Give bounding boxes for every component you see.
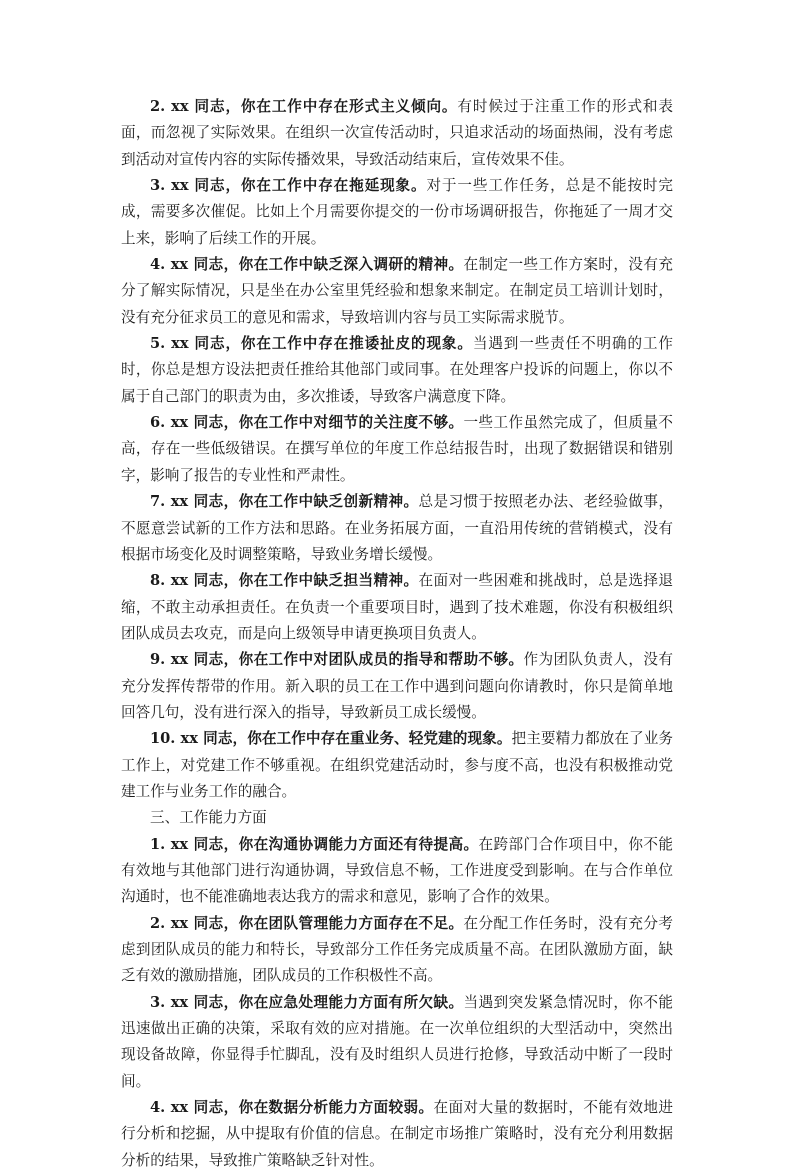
paragraph-lead: 8. xx 同志，你在工作中缺乏担当精神。: [150, 572, 419, 590]
paragraph: [121, 489, 673, 568]
paragraph-lead: 2. xx 同志，你在团队管理能力方面存在不足。: [150, 914, 464, 932]
paragraph-lead: 4. xx 同志，你在工作中缺乏深入调研的精神。: [150, 256, 464, 274]
paragraph-body: 在制定一些工作方案时，没有充分了解实际情况，只是坐在办公室里凭经验和想象来制定。在制定员工培训计划时，没有充分征求员工的意见和需求，导致培训内容与员工实际需求脱节。: [121, 256, 673, 326]
paragraph-body: 在分配工作任务时，没有充分考虑到团队成员的能力和特长，导致部分工作任务完成质量不高。在团队激励方面，缺乏有效的激励措施，团队成员的工作积极性不高。: [121, 914, 673, 985]
paragraph: [121, 990, 673, 1095]
paragraph-body: 一些工作虽然完成了，但质量不高，存在一些低级错误。在撰写单位的年度工作总结报告时，出现了数据错误和错别字，影响了报告的专业性和严肃性。: [121, 414, 673, 484]
paragraph: [121, 832, 673, 911]
paragraph-lead: 6. xx 同志，你在工作中对细节的关注度不够。: [150, 414, 464, 432]
paragraph: [121, 568, 673, 647]
work-attitude-list: [121, 94, 673, 805]
paragraph-lead: 7. xx 同志，你在工作中缺乏创新精神。: [150, 493, 419, 511]
paragraph: [121, 252, 673, 331]
paragraph-lead: 3. xx 同志，你在工作中存在拖延现象。: [150, 177, 427, 195]
paragraph-lead: 10. xx 同志，你在工作中存在重业务、轻党建的现象。: [150, 730, 512, 748]
paragraph: [121, 726, 673, 805]
paragraph-body: 总是习惯于按照老办法、老经验做事，不愿意尝试新的工作方法和思路。在业务拓展方面，一直沿用传统的营销模式，没有根据市场变化及时调整策略，导致业务增长缓慢。: [121, 493, 673, 563]
paragraph-body: 当遇到一些责任不明确的工作时，你总是想方设法把责任推给其他部门或同事。在处理客户投诉的问题上，你以不属于自己部门的职责为由，多次推诿，导致客户满意度下降。: [121, 335, 673, 405]
paragraph: [121, 94, 673, 173]
paragraph: [121, 173, 673, 252]
paragraph-body: 有时候过于注重工作的形式和表面，而忽视了实际效果。在组织一次宣传活动时，只追求活动的场面热闹，没有考虑到活动对宣传内容的实际传播效果，导致活动结束后，宣传效果不佳。: [121, 98, 673, 168]
paragraph-lead: 5. xx 同志，你在工作中存在推诿扯皮的现象。: [150, 335, 473, 353]
paragraph-body: 作为团队负责人，没有充分发挥传帮带的作用。新入职的员工在工作中遇到问题向你请教时，你只是简单地回答几句，没有进行深入的指导，导致新员工成长缓慢。: [121, 651, 673, 721]
paragraph-lead: 2. xx 同志，你在工作中存在形式主义倾向。: [150, 98, 458, 115]
paragraph-lead: 3. xx 同志，你在应急处理能力方面有所欠缺。: [150, 993, 464, 1011]
paragraph-body: 当遇到突发紧急情况时，你不能迅速做出正确的决策，采取有效的应对措施。在一次单位组织的大型活动中，突然出现设备故障，你显得手忙脚乱，没有及时组织人员进行抢修，导致活动中断了一段时间。: [121, 993, 673, 1090]
paragraph-body: 对于一些工作任务，总是不能按时完成，需要多次催促。比如上个月需要你提交的一份市场调研报告，你拖延了一周才交上来，影响了后续工作的开展。: [121, 177, 673, 247]
paragraph: [121, 410, 673, 489]
work-ability-list: [121, 832, 673, 1174]
paragraph-body: 在面对一些困难和挑战时，总是选择退缩，不敢主动承担责任。在负责一个重要项目时，遇到了技术难题，你没有积极组织团队成员去攻克，而是向上级领导申请更换项目负责人。: [121, 572, 673, 642]
paragraph-body: 把主要精力都放在了业务工作上，对党建工作不够重视。在组织党建活动时，参与度不高，也没有积极推动党建工作与业务工作的融合。: [121, 730, 673, 800]
paragraph-body: 在跨部门合作项目中，你不能有效地与其他部门进行沟通协调，导致信息不畅，工作进度受到影响。在与合作单位沟通时，也不能准确地表达我方的需求和意见，影响了合作的效果。: [121, 835, 673, 906]
section-heading: 三、工作能力方面: [150, 809, 267, 827]
paragraph: [121, 647, 673, 726]
paragraph-lead: 4. xx 同志，你在数据分析能力方面较弱。: [150, 1099, 434, 1117]
paragraph-body: 在面对大量的数据时，不能有效地进行分析和挖掘，从中提取有价值的信息。在制定市场推广策略时，没有充分利用数据分析的结果，导致推广策略缺乏针对性。: [121, 1099, 673, 1169]
paragraph: [121, 1095, 673, 1174]
paragraph: [121, 911, 673, 990]
paragraph-lead: 9. xx 同志，你在工作中对团队成员的指导和帮助不够。: [150, 651, 524, 669]
paragraph: [121, 331, 673, 410]
paragraph-lead: 1. xx 同志，你在沟通协调能力方面还有待提高。: [150, 835, 479, 853]
